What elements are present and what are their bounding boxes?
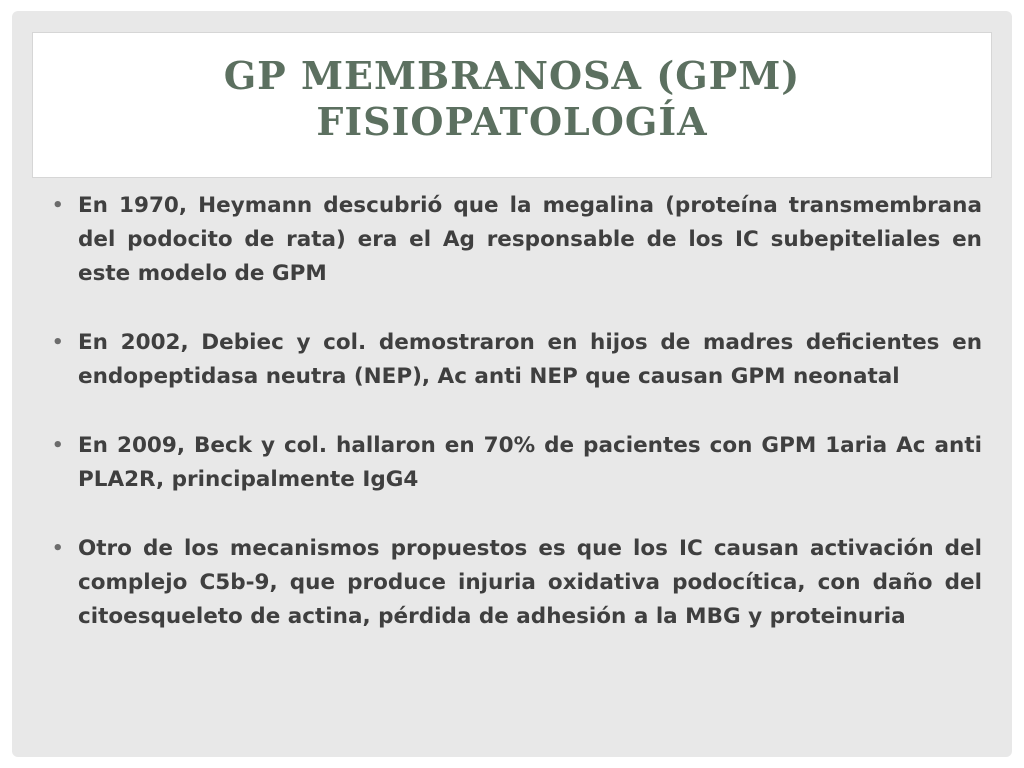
bullet-text: En 1970, Heymann descubrió que la megalina (proteína transmembrana del podocito de rata) era el Ag responsable de los IC subepiteliales en este modelo de GPM	[78, 193, 982, 286]
bullet-icon: •	[52, 538, 64, 559]
slide	[12, 11, 1012, 757]
bullet-text: En 2002, Debiec y col. demostraron en hijos de madres deficientes en endopeptidasa neutra (NEP), Ac anti NEP que causan GPM neonatal	[78, 330, 982, 389]
slide-title-line-2: FISIOPATOLOGÍA	[316, 99, 708, 144]
bullet-item-2009	[52, 429, 982, 497]
bullet-item-2002	[52, 326, 982, 394]
bullet-icon: •	[52, 332, 64, 353]
title-box	[32, 32, 992, 178]
slide-title	[33, 53, 991, 145]
bullet-icon: •	[52, 435, 64, 456]
bullet-list	[52, 189, 982, 669]
bullet-item-mechanism	[52, 532, 982, 634]
bullet-text: En 2009, Beck y col. hallaron en 70% de pacientes con GPM 1aria Ac anti PLA2R, principalmente IgG4	[78, 433, 982, 492]
bullet-icon: •	[52, 195, 64, 216]
bullet-text: Otro de los mecanismos propuestos es que los IC causan activación del complejo C5b-9, que produce injuria oxidativa podocítica, con daño del citoesqueleto de actina, pérdida de adhesión a la MBG y proteinuria	[78, 536, 982, 629]
slide-title-line-1: GP MEMBRANOSA (GPM)	[223, 53, 801, 98]
bullet-item-1970	[52, 189, 982, 291]
